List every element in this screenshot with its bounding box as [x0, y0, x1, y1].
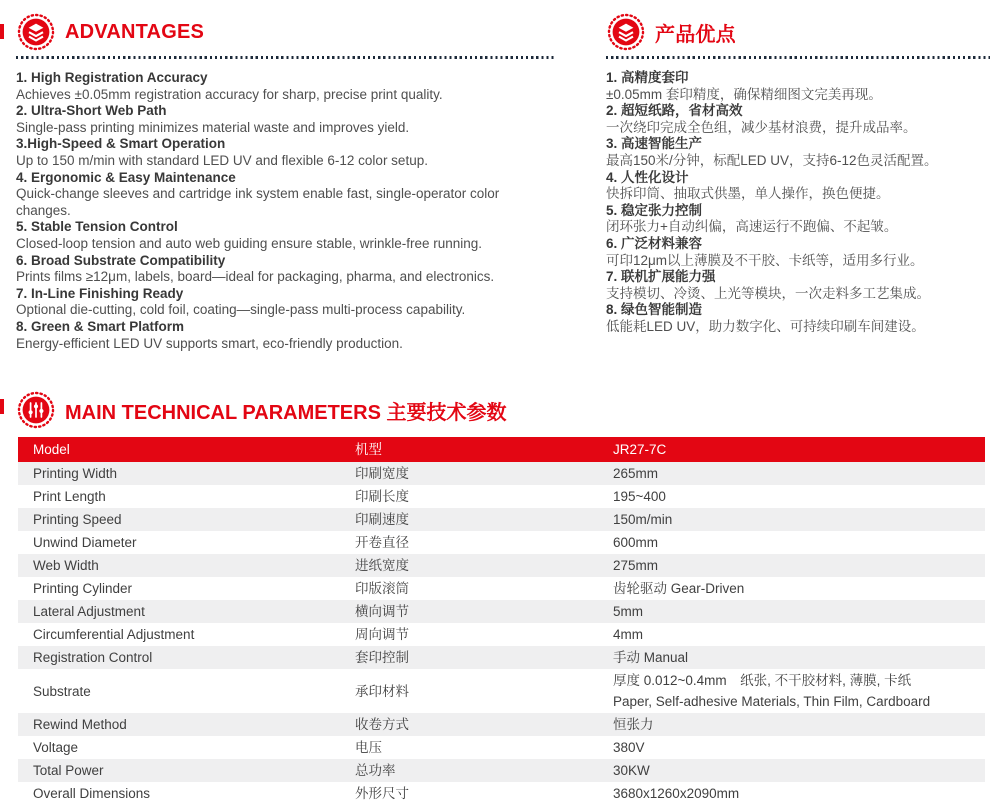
spec-label-zh: 外形尺寸 — [355, 786, 409, 801]
feature-heading: 6. 广泛材料兼容 — [606, 235, 703, 251]
spec-label-zh: 总功率 — [355, 763, 396, 778]
spec-table-row — [18, 759, 985, 782]
spec-label-zh: 印版滚筒 — [355, 581, 409, 596]
feature-item — [606, 170, 990, 203]
spec-table-row — [18, 713, 985, 736]
feature-description: Single-pass printing minimizes material waste and improves yield. — [16, 119, 410, 135]
spec-label-zh: 进纸宽度 — [355, 558, 409, 573]
spec-value-line1: 恒张力 — [613, 717, 654, 732]
feature-item — [606, 70, 990, 103]
spec-value — [613, 782, 985, 802]
feature-description: Achieves ±0.05mm registration accuracy for sharp, precise print quality. — [16, 86, 443, 102]
spec-table-row — [18, 623, 985, 646]
spec-value — [613, 600, 985, 623]
feature-description: 快拆印筒、抽取式供墨，单人操作，换色便捷。 — [606, 186, 890, 202]
spec-value-line1: 3680x1260x2090mm — [613, 786, 740, 801]
product-advantages-header — [606, 12, 990, 52]
feature-heading: 5. 稳定张力控制 — [606, 202, 703, 218]
parameters-header — [16, 390, 507, 430]
spec-table-row — [18, 554, 985, 577]
spec-value-line1: 5mm — [613, 604, 643, 619]
spec-value-line1: 4mm — [613, 627, 643, 642]
spec-label-en: Printing Speed — [33, 512, 122, 527]
feature-item — [606, 269, 990, 302]
parameters-title — [65, 396, 507, 425]
spec-label-zh: 印刷宽度 — [355, 466, 409, 481]
feature-item — [606, 236, 990, 269]
spec-label-zh: 电压 — [355, 740, 382, 755]
spec-table-row — [18, 485, 985, 508]
parameters-title-en: MAIN TECHNICAL PARAMETERS — [65, 401, 381, 424]
feature-item — [606, 136, 990, 169]
spec-table — [18, 437, 985, 802]
product-advantages-list — [606, 70, 990, 336]
spec-table-row — [18, 508, 985, 531]
spec-value-line1: 150m/min — [613, 512, 673, 527]
spec-label-zh: 收卷方式 — [355, 717, 409, 732]
layers-icon — [16, 12, 56, 52]
product-advantages-title: 产品优点 — [655, 23, 736, 46]
spec-label-zh: 横向调节 — [355, 604, 409, 619]
spec-value — [613, 531, 985, 554]
spec-label-en: Registration Control — [33, 650, 153, 665]
spec-value — [613, 736, 985, 759]
spec-value — [613, 713, 985, 736]
dotted-divider — [16, 56, 554, 59]
parameters-title-zh: 主要技术参数 — [386, 401, 507, 424]
spec-value — [613, 554, 985, 577]
feature-item — [16, 70, 554, 103]
feature-description: 闭环张力+自动纠偏，高速运行不跑偏、不起皱。 — [606, 219, 898, 235]
spec-value-line1: 380V — [613, 740, 645, 755]
feature-item — [16, 103, 554, 136]
header-model-zh: 机型 — [355, 442, 382, 457]
spec-value-line1: 265mm — [613, 466, 659, 481]
spec-value — [613, 759, 985, 782]
dotted-divider — [606, 56, 990, 59]
feature-description: Optional die-cutting, cold foil, coating—single-pass multi-process capability. — [16, 302, 466, 318]
spec-value-line1: 手动 Manual — [613, 650, 689, 665]
spec-label-en: Lateral Adjustment — [33, 604, 145, 619]
feature-heading: 8. Green & Smart Platform — [16, 318, 185, 334]
spec-value — [613, 462, 985, 485]
spec-label-zh: 印刷速度 — [355, 512, 409, 527]
feature-description: Quick-change sleeves and cartridge ink system enable fast, single-operator color changes. — [16, 186, 500, 218]
feature-description: 支持模切、冷烫、上光等模块，一次走料多工艺集成。 — [606, 285, 930, 301]
feature-heading: 1. High Registration Accuracy — [16, 70, 208, 85]
spec-table-row — [18, 782, 985, 802]
feature-description: Closed-loop tension and auto web guiding ensure stable, wrinkle-free running. — [16, 235, 483, 251]
spec-table-header-row — [18, 437, 985, 462]
spec-value-line1: 厚度 0.012~0.4mm 纸张, 不干胶材料, 薄膜, 卡纸 — [613, 673, 912, 688]
spec-label-zh: 开卷直径 — [355, 535, 409, 550]
header-model-value: JR27-7C — [613, 442, 667, 457]
spec-label-zh: 套印控制 — [355, 650, 409, 665]
feature-item — [16, 219, 554, 252]
spec-label-en: Overall Dimensions — [33, 786, 151, 801]
feature-item — [16, 253, 554, 286]
spec-table-row — [18, 669, 985, 713]
left-edge-accent — [0, 399, 4, 414]
spec-value-line1: 600mm — [613, 535, 659, 550]
feature-heading: 3.High-Speed & Smart Operation — [16, 136, 226, 152]
spec-value — [613, 485, 985, 508]
spec-value-line1: 275mm — [613, 558, 659, 573]
feature-heading: 7. In-Line Finishing Ready — [16, 285, 184, 301]
layers-icon — [606, 12, 646, 52]
spec-label-en: Voltage — [33, 740, 79, 755]
feature-heading: 5. Stable Tension Control — [16, 219, 178, 235]
spec-table-row — [18, 646, 985, 669]
feature-item — [16, 319, 554, 352]
spec-table-body — [18, 462, 985, 802]
feature-description: Energy-efficient LED UV supports smart, eco-friendly production. — [16, 335, 403, 351]
left-edge-accent — [0, 24, 4, 39]
spec-label-zh: 承印材料 — [355, 683, 409, 699]
spec-label-en: Unwind Diameter — [33, 535, 137, 550]
spec-value — [613, 508, 985, 531]
spec-label-en: Total Power — [33, 763, 104, 778]
spec-table-row — [18, 577, 985, 600]
spec-label-en: Web Width — [33, 558, 99, 573]
feature-description: 低能耗LED UV，助力数字化、可持续印刷车间建设。 — [606, 318, 925, 334]
feature-item — [16, 136, 554, 169]
feature-heading: 2. Ultra-Short Web Path — [16, 103, 167, 119]
feature-description: 最高150米/分钟，标配LED UV，支持6-12色灵活配置。 — [606, 152, 938, 168]
feature-item — [606, 103, 990, 136]
spec-value-line2: Paper, Self-adhesive Materials, Thin Film, Cardboard — [613, 694, 931, 709]
feature-heading: 8. 绿色智能制造 — [606, 302, 703, 318]
feature-heading: 1. 高精度套印 — [606, 70, 689, 85]
feature-heading: 3. 高速智能生产 — [606, 136, 703, 152]
spec-value-line1: 30KW — [613, 763, 650, 778]
feature-heading: 2. 超短纸路，省材高效 — [606, 103, 743, 119]
spec-value — [613, 646, 985, 669]
advantages-section — [16, 12, 554, 352]
spec-label-en: Printing Cylinder — [33, 581, 133, 596]
advantages-title: ADVANTAGES — [65, 20, 205, 43]
spec-value-line1: 195~400 — [613, 489, 666, 504]
feature-description: 可印12μm以上薄膜及不干胶、卡纸等，适用多行业。 — [606, 252, 924, 268]
spec-value — [613, 623, 985, 646]
product-advantages-section — [606, 12, 990, 336]
spec-value-line1: 齿轮驱动 Gear-Driven — [613, 581, 745, 596]
spec-label-zh: 周向调节 — [355, 627, 409, 642]
feature-item — [16, 170, 554, 220]
spec-value — [613, 577, 985, 600]
spec-table-row — [18, 462, 985, 485]
feature-heading: 4. 人性化设计 — [606, 169, 689, 185]
spec-table-row — [18, 600, 985, 623]
feature-description: ±0.05mm 套印精度，确保精细图文完美再现。 — [606, 86, 882, 102]
spec-value — [613, 669, 985, 713]
spec-label-zh: 印刷长度 — [355, 489, 409, 504]
advantages-list — [16, 70, 554, 352]
header-model-en: Model — [33, 442, 70, 457]
spec-label-en: Substrate — [33, 683, 91, 699]
spec-label-en: Print Length — [33, 489, 106, 504]
sliders-icon — [16, 390, 56, 430]
feature-heading: 6. Broad Substrate Compatibility — [16, 252, 226, 268]
feature-description: Up to 150 m/min with standard LED UV and flexible 6-12 color setup. — [16, 152, 428, 168]
spec-label-en: Circumferential Adjustment — [33, 627, 195, 642]
spec-label-en: Printing Width — [33, 466, 118, 481]
spec-table-row — [18, 531, 985, 554]
feature-item — [606, 302, 990, 335]
feature-item — [606, 203, 990, 236]
advantages-header — [16, 12, 554, 52]
spec-label-en: Rewind Method — [33, 717, 127, 732]
feature-description: 一次绕印完成全色组，减少基材浪费，提升成品率。 — [606, 119, 917, 135]
spec-table-row — [18, 736, 985, 759]
feature-heading: 7. 联机扩展能力强 — [606, 269, 716, 285]
feature-item — [16, 286, 554, 319]
feature-description: Prints films ≥12μm, labels, board—ideal for packaging, pharma, and electronics. — [16, 269, 495, 285]
feature-heading: 4. Ergonomic & Easy Maintenance — [16, 169, 236, 185]
